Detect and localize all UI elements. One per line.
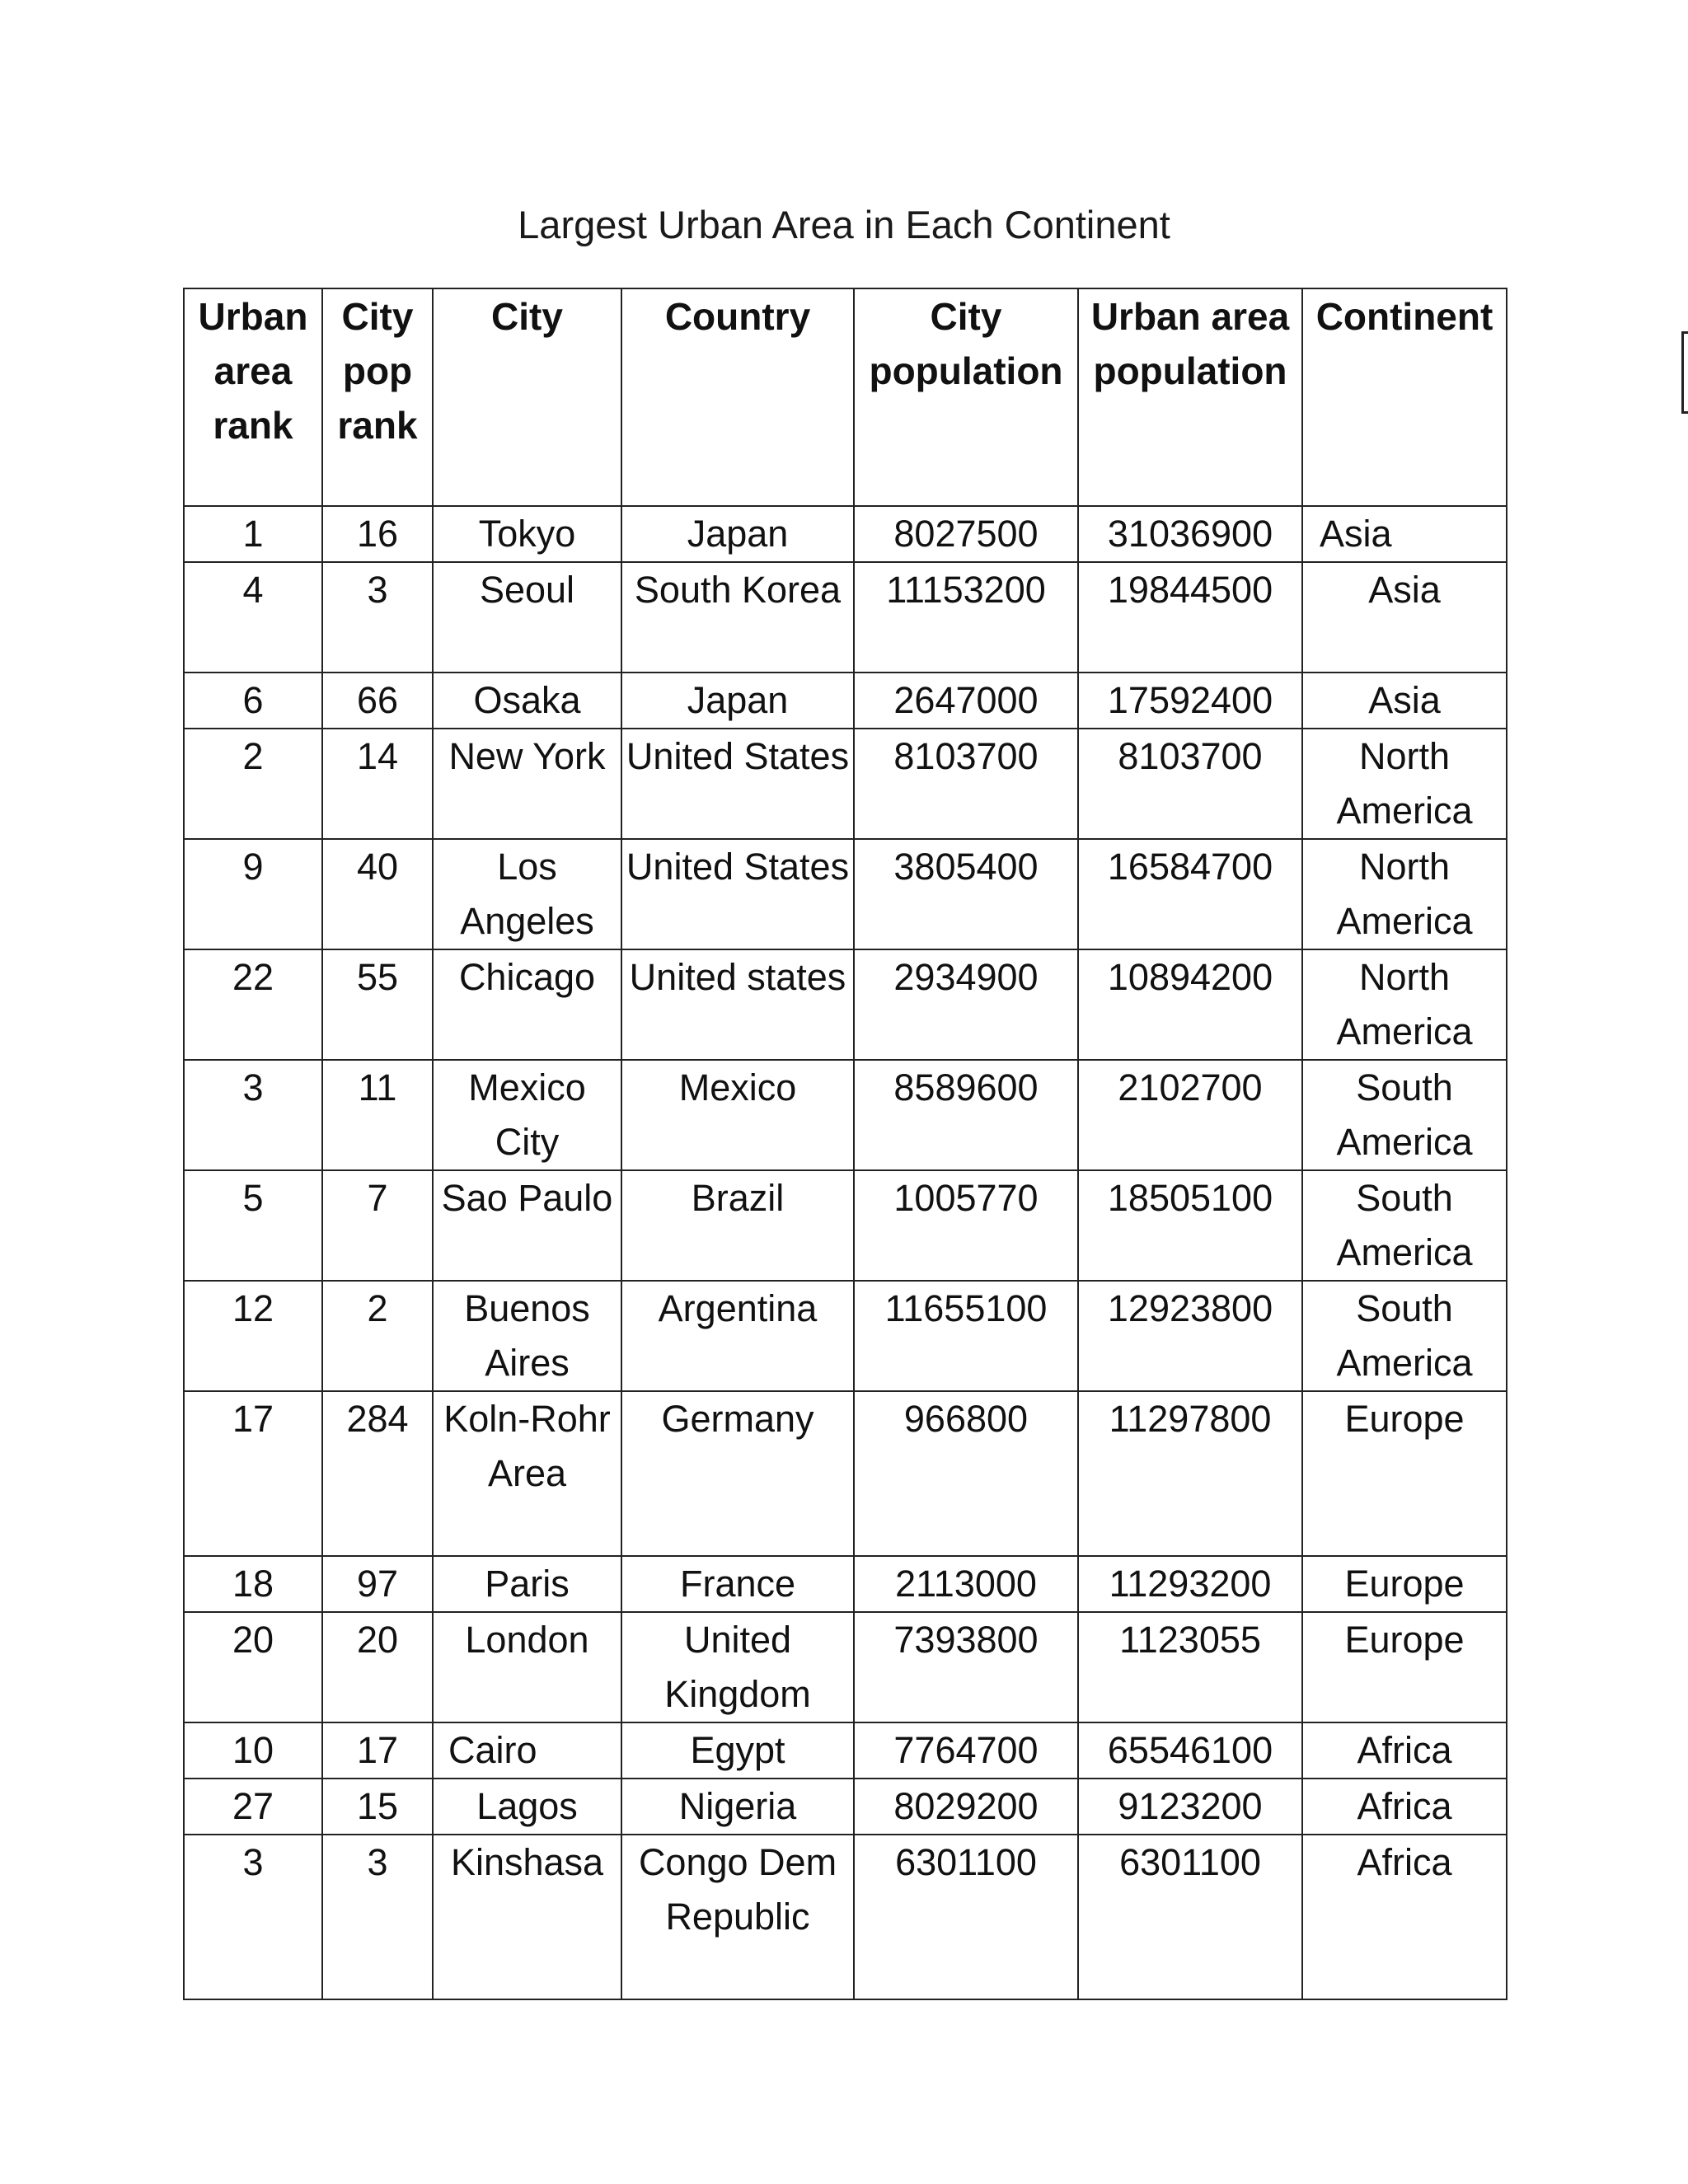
cell-continent: South America (1302, 1060, 1507, 1170)
cell-city: Koln-Rohr Area (433, 1391, 621, 1556)
cell-city-pop-rank: 284 (322, 1391, 433, 1556)
cell-city-pop-rank: 16 (322, 506, 433, 562)
cell-city: Lagos (433, 1779, 621, 1835)
cell-country: France (621, 1556, 854, 1612)
cell-continent: North America (1302, 949, 1507, 1060)
cell-continent: Europe (1302, 1556, 1507, 1612)
cell-urban-area-rank: 22 (184, 949, 322, 1060)
cell-urban-area-rank: 3 (184, 1060, 322, 1170)
header-city: City (433, 288, 621, 506)
cell-city-pop-rank: 2 (322, 1281, 433, 1391)
cell-urban-area-population: 8103700 (1078, 729, 1302, 839)
cell-country: Japan (621, 673, 854, 729)
cell-country: Japan (621, 506, 854, 562)
cell-city: Sao Paulo (433, 1170, 621, 1281)
cell-city-population: 3805400 (854, 839, 1078, 949)
cell-urban-area-rank: 5 (184, 1170, 322, 1281)
cell-country: United states (621, 949, 854, 1060)
cell-city-pop-rank: 15 (322, 1779, 433, 1835)
cell-urban-area-rank: 6 (184, 673, 322, 729)
cell-city-pop-rank: 17 (322, 1722, 433, 1779)
cell-country: Argentina (621, 1281, 854, 1391)
page-edge-mark (1681, 331, 1688, 414)
cell-continent: Asia (1302, 562, 1507, 673)
cell-urban-area-population: 12923800 (1078, 1281, 1302, 1391)
header-urban-area-population: Urban area population (1078, 288, 1302, 506)
cell-urban-area-population: 9123200 (1078, 1779, 1302, 1835)
cell-country: Brazil (621, 1170, 854, 1281)
cell-city: Tokyo (433, 506, 621, 562)
cell-city: Kinshasa (433, 1835, 621, 1999)
cell-urban-area-population: 16584700 (1078, 839, 1302, 949)
table-row (184, 949, 1507, 1060)
cell-city-pop-rank: 3 (322, 562, 433, 673)
cell-city-population: 966800 (854, 1391, 1078, 1556)
cell-continent: South America (1302, 1170, 1507, 1281)
table-row (184, 1281, 1507, 1391)
cell-urban-area-population: 19844500 (1078, 562, 1302, 673)
cell-urban-area-population: 11297800 (1078, 1391, 1302, 1556)
cell-urban-area-population: 1123055 (1078, 1612, 1302, 1722)
table-row (184, 1170, 1507, 1281)
cell-city-population: 11655100 (854, 1281, 1078, 1391)
urban-area-table (183, 288, 1507, 2000)
cell-city-pop-rank: 20 (322, 1612, 433, 1722)
cell-urban-area-population: 65546100 (1078, 1722, 1302, 1779)
page-title: Largest Urban Area in Each Continent (518, 203, 1170, 246)
cell-city: Osaka (433, 673, 621, 729)
cell-city-pop-rank: 66 (322, 673, 433, 729)
header-country: Country (621, 288, 854, 506)
cell-country: Congo Dem Republic (621, 1835, 854, 1999)
header-city-population: City population (854, 288, 1078, 506)
cell-city: New York (433, 729, 621, 839)
cell-country: Mexico (621, 1060, 854, 1170)
cell-city: Cairo (433, 1722, 621, 1779)
table-row (184, 562, 1507, 673)
cell-city-pop-rank: 97 (322, 1556, 433, 1612)
cell-city-pop-rank: 3 (322, 1835, 433, 1999)
table-row (184, 1835, 1507, 1999)
cell-city-population: 8029200 (854, 1779, 1078, 1835)
cell-city-population: 7764700 (854, 1722, 1078, 1779)
cell-urban-area-rank: 9 (184, 839, 322, 949)
cell-city-population: 8589600 (854, 1060, 1078, 1170)
cell-city-population: 8027500 (854, 506, 1078, 562)
cell-continent: Asia (1302, 673, 1507, 729)
table-row (184, 1722, 1507, 1779)
cell-city-population: 2934900 (854, 949, 1078, 1060)
cell-country: Egypt (621, 1722, 854, 1779)
cell-urban-area-rank: 4 (184, 562, 322, 673)
cell-city-pop-rank: 11 (322, 1060, 433, 1170)
cell-city: Seoul (433, 562, 621, 673)
cell-country: United States (621, 729, 854, 839)
cell-urban-area-rank: 12 (184, 1281, 322, 1391)
cell-city-population: 11153200 (854, 562, 1078, 673)
cell-city: Buenos Aires (433, 1281, 621, 1391)
cell-continent: Europe (1302, 1391, 1507, 1556)
cell-continent: North America (1302, 729, 1507, 839)
cell-city-population: 8103700 (854, 729, 1078, 839)
table-row (184, 839, 1507, 949)
cell-continent: North America (1302, 839, 1507, 949)
cell-city: Chicago (433, 949, 621, 1060)
cell-city-pop-rank: 40 (322, 839, 433, 949)
cell-urban-area-population: 2102700 (1078, 1060, 1302, 1170)
cell-city-population: 2113000 (854, 1556, 1078, 1612)
table-row (184, 506, 1507, 562)
cell-urban-area-population: 18505100 (1078, 1170, 1302, 1281)
cell-city: London (433, 1612, 621, 1722)
cell-country: United Kingdom (621, 1612, 854, 1722)
cell-city-population: 7393800 (854, 1612, 1078, 1722)
table-row (184, 1060, 1507, 1170)
cell-city: Mexico City (433, 1060, 621, 1170)
cell-city-population: 1005770 (854, 1170, 1078, 1281)
header-continent: Continent (1302, 288, 1507, 506)
cell-urban-area-rank: 20 (184, 1612, 322, 1722)
header-city-pop-rank: City pop rank (322, 288, 433, 506)
cell-country: Nigeria (621, 1779, 854, 1835)
table-row (184, 1779, 1507, 1835)
cell-city-population: 2647000 (854, 673, 1078, 729)
cell-city-pop-rank: 14 (322, 729, 433, 839)
cell-urban-area-population: 17592400 (1078, 673, 1302, 729)
cell-city-pop-rank: 55 (322, 949, 433, 1060)
cell-urban-area-rank: 3 (184, 1835, 322, 1999)
cell-city-pop-rank: 7 (322, 1170, 433, 1281)
cell-country: Germany (621, 1391, 854, 1556)
cell-city: Paris (433, 1556, 621, 1612)
cell-city-population: 6301100 (854, 1835, 1078, 1999)
table-header-row (184, 288, 1507, 506)
cell-urban-area-rank: 1 (184, 506, 322, 562)
cell-country: South Korea (621, 562, 854, 673)
table-row (184, 1612, 1507, 1722)
cell-continent: Asia (1302, 506, 1507, 562)
cell-urban-area-population: 11293200 (1078, 1556, 1302, 1612)
cell-urban-area-rank: 10 (184, 1722, 322, 1779)
cell-continent: Europe (1302, 1612, 1507, 1722)
cell-urban-area-rank: 27 (184, 1779, 322, 1835)
cell-urban-area-population: 6301100 (1078, 1835, 1302, 1999)
cell-urban-area-population: 31036900 (1078, 506, 1302, 562)
table-row (184, 673, 1507, 729)
cell-continent: Africa (1302, 1779, 1507, 1835)
cell-continent: South America (1302, 1281, 1507, 1391)
cell-continent: Africa (1302, 1835, 1507, 1999)
cell-continent: Africa (1302, 1722, 1507, 1779)
cell-city: Los Angeles (433, 839, 621, 949)
table-row (184, 1391, 1507, 1556)
table-row (184, 1556, 1507, 1612)
cell-country: United States (621, 839, 854, 949)
cell-urban-area-rank: 18 (184, 1556, 322, 1612)
table-row (184, 729, 1507, 839)
cell-urban-area-population: 10894200 (1078, 949, 1302, 1060)
cell-urban-area-rank: 17 (184, 1391, 322, 1556)
header-urban-area-rank: Urban area rank (184, 288, 322, 506)
cell-urban-area-rank: 2 (184, 729, 322, 839)
